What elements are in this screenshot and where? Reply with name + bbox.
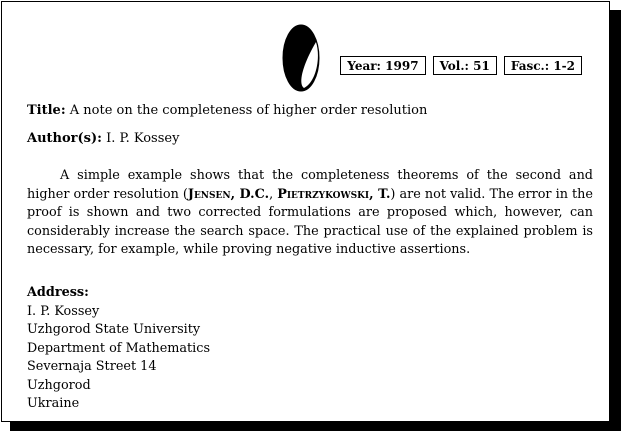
author-line <box>27 131 179 146</box>
abstract-card <box>1 1 610 422</box>
title-label: Title: <box>27 103 66 118</box>
address-line: Department of Mathematics <box>27 340 211 356</box>
reference-separator: , <box>269 186 278 202</box>
year-badge: Year: 1997 <box>340 56 425 75</box>
address-label: Address: <box>27 285 89 300</box>
article-title: A note on the completeness of higher order resolution <box>69 103 428 118</box>
volume-badge: Vol.: 51 <box>433 56 497 75</box>
address-line: Severnaja Street 14 <box>27 359 157 374</box>
fascicle-badge: Fasc.: 1-2 <box>504 56 582 75</box>
author-label: Author(s): <box>27 131 102 146</box>
title-line <box>27 103 427 118</box>
abstract-part2: ) are not valid. The error in the proof is shown and two corrected formulations are proposed which, however, can considerably increase the search space. The practical use of the explained problem is necessary, for example, while proving negative inductive assertions. <box>27 186 593 257</box>
publication-info <box>340 56 582 75</box>
address-line: Uzhgorod <box>27 377 91 393</box>
address-line: Ukraine <box>27 396 80 411</box>
address-block <box>27 284 210 414</box>
reference-pietrzykowski: Pietrzykowski, T. <box>277 186 391 202</box>
author-names: I. P. Kossey <box>106 131 180 146</box>
address-line: Uzhgorod State University <box>27 322 201 337</box>
abstract-part1: A simple example shows that the completeness theorems of the second and higher order resolution ( <box>27 168 593 202</box>
abstract-text <box>27 167 593 260</box>
address-line: I. P. Kossey <box>27 303 100 319</box>
journal-logo-icon <box>282 24 320 92</box>
reference-jensen: Jensen, D.C. <box>187 186 270 202</box>
